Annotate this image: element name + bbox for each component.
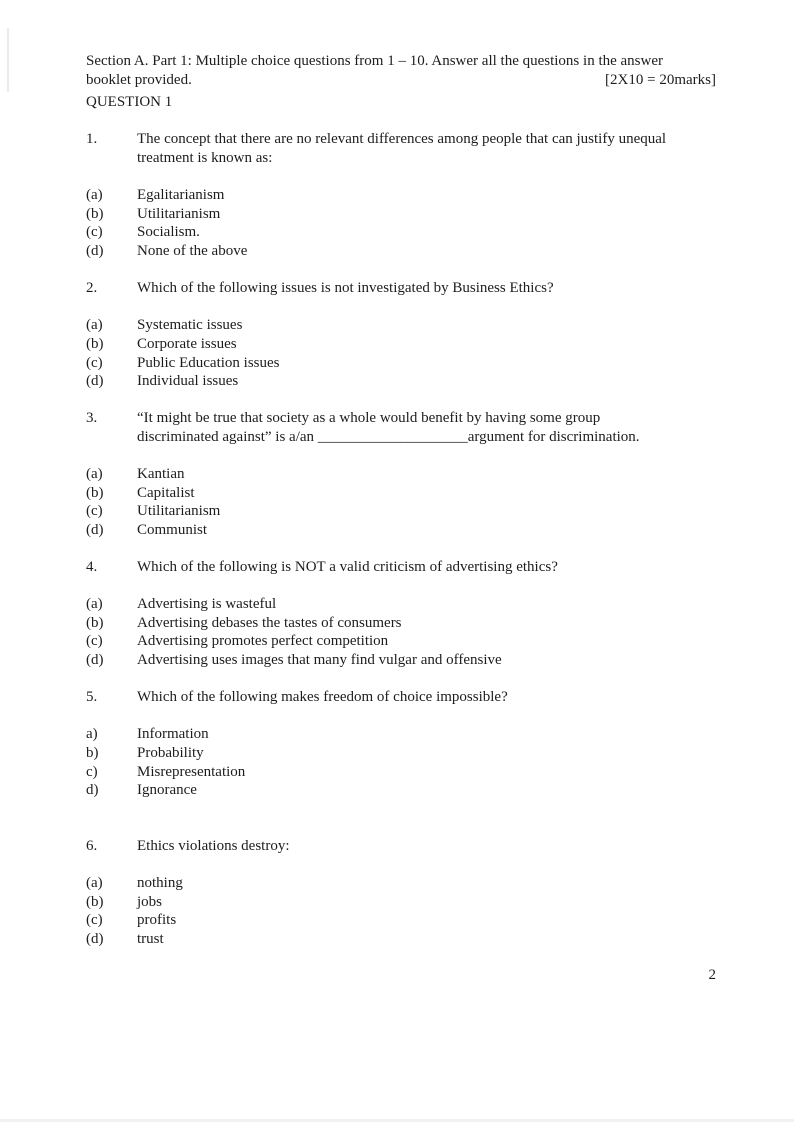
option-row <box>86 521 716 540</box>
option-row <box>86 502 716 521</box>
option-label: (c) <box>86 354 103 371</box>
option-row <box>86 725 716 744</box>
option-row <box>86 205 716 224</box>
option-text: Probability <box>137 744 204 761</box>
question-text-line: Ethics violations destroy: <box>137 837 290 854</box>
scan-artifact <box>7 28 9 92</box>
option-label: c) <box>86 763 98 780</box>
instructions-line-1: Section A. Part 1: Multiple choice questions from 1 – 10. Answer all the questions in the answer <box>86 53 663 69</box>
option-label: (a) <box>86 317 103 334</box>
question-6 <box>86 837 716 949</box>
options-list <box>86 725 716 799</box>
option-text: Socialism. <box>137 224 200 241</box>
option-label: (c) <box>86 912 103 929</box>
option-row <box>86 354 716 373</box>
option-text: None of the above <box>137 242 248 259</box>
option-row <box>86 316 716 335</box>
option-text: Corporate issues <box>137 335 237 352</box>
option-row <box>86 651 716 670</box>
option-text: Systematic issues <box>137 317 243 334</box>
question-text-line: Which of the following makes freedom of choice impossible? <box>137 689 508 706</box>
option-text: profits <box>137 912 177 929</box>
option-row <box>86 372 716 391</box>
question-number: 2. <box>86 280 98 297</box>
option-text: Capitalist <box>137 484 195 501</box>
option-text: Communist <box>137 521 208 538</box>
question-text <box>137 688 716 707</box>
option-text: Egalitarianism <box>137 187 225 204</box>
option-row <box>86 595 716 614</box>
option-text: Individual issues <box>137 373 239 390</box>
question-text <box>137 279 716 298</box>
option-label: d) <box>86 782 99 799</box>
option-row <box>86 223 716 242</box>
options-list <box>86 874 716 948</box>
option-text: Advertising uses images that many find vulgar and offensive <box>137 652 502 668</box>
option-text: Advertising promotes perfect competition <box>137 633 389 650</box>
option-label: (a) <box>86 596 103 613</box>
question-number: 1. <box>86 131 98 148</box>
option-label: (c) <box>86 503 103 520</box>
question-text-line: “It might be true that society as a whole would benefit by having some group <box>137 410 601 427</box>
question-text <box>137 130 716 167</box>
option-label: (a) <box>86 466 103 483</box>
question-text <box>137 837 716 856</box>
question-number: 4. <box>86 559 98 576</box>
question-1 <box>86 130 716 260</box>
option-label: (b) <box>86 614 104 631</box>
option-text: Kantian <box>137 466 185 483</box>
instructions-line-2 <box>86 71 716 90</box>
option-label: (b) <box>86 484 104 501</box>
option-label: (b) <box>86 893 104 910</box>
question-5 <box>86 688 716 800</box>
question-3 <box>86 409 716 539</box>
option-label: (a) <box>86 874 103 891</box>
instructions-line-2-text: booklet provided. <box>86 71 192 88</box>
options-list <box>86 465 716 539</box>
option-row <box>86 632 716 651</box>
question-text-line: treatment is known as: <box>137 149 273 166</box>
option-text: trust <box>137 930 164 947</box>
page-number: 2 <box>708 967 716 983</box>
option-row <box>86 781 716 800</box>
option-text: jobs <box>137 893 163 910</box>
option-row <box>86 335 716 354</box>
option-row <box>86 614 716 633</box>
option-row <box>86 874 716 893</box>
option-row <box>86 763 716 782</box>
option-label: (c) <box>86 224 103 241</box>
option-text: Information <box>137 726 209 743</box>
question-text-line: The concept that there are no relevant differences among people that can justify unequal <box>137 131 667 148</box>
question-4 <box>86 558 716 670</box>
option-text: Ignorance <box>137 782 197 799</box>
question-number: 6. <box>86 837 98 854</box>
option-label: (b) <box>86 335 104 352</box>
option-row <box>86 465 716 484</box>
option-label: (a) <box>86 187 103 204</box>
question-text-line: discriminated against” is a/an ____________________argument for discrimination. <box>137 428 640 445</box>
option-label: (d) <box>86 652 104 668</box>
question-2 <box>86 279 716 391</box>
option-text: Utilitarianism <box>137 503 221 520</box>
option-row <box>86 930 716 949</box>
option-label: (b) <box>86 205 104 222</box>
question-text-line: Which of the following is NOT a valid criticism of advertising ethics? <box>137 559 558 576</box>
question-section-heading: QUESTION 1 <box>86 94 173 111</box>
question-number: 5. <box>86 689 98 706</box>
option-label: (d) <box>86 373 104 390</box>
option-text: Advertising debases the tastes of consumers <box>137 614 402 631</box>
option-row <box>86 186 716 205</box>
option-text: nothing <box>137 874 183 891</box>
option-row <box>86 744 716 763</box>
page-content <box>86 52 716 948</box>
option-row <box>86 242 716 261</box>
option-text: Public Education issues <box>137 354 280 371</box>
option-row <box>86 484 716 503</box>
option-label: (d) <box>86 242 104 259</box>
option-text: Advertising is wasteful <box>137 596 277 613</box>
option-text: Misrepresentation <box>137 763 246 780</box>
option-label: (d) <box>86 521 104 538</box>
option-row <box>86 893 716 912</box>
options-list <box>86 595 716 669</box>
option-row <box>86 911 716 930</box>
option-label: (d) <box>86 930 104 947</box>
marks-allocation: [2X10 = 20marks] <box>605 71 716 88</box>
option-label: a) <box>86 726 98 743</box>
options-list <box>86 186 716 260</box>
question-text <box>137 409 716 446</box>
option-text: Utilitarianism <box>137 205 221 222</box>
question-text-line: Which of the following issues is not investigated by Business Ethics? <box>137 280 554 297</box>
option-label: b) <box>86 744 99 761</box>
option-label: (c) <box>86 633 103 650</box>
question-text <box>137 558 716 577</box>
options-list <box>86 316 716 390</box>
question-number: 3. <box>86 410 98 427</box>
